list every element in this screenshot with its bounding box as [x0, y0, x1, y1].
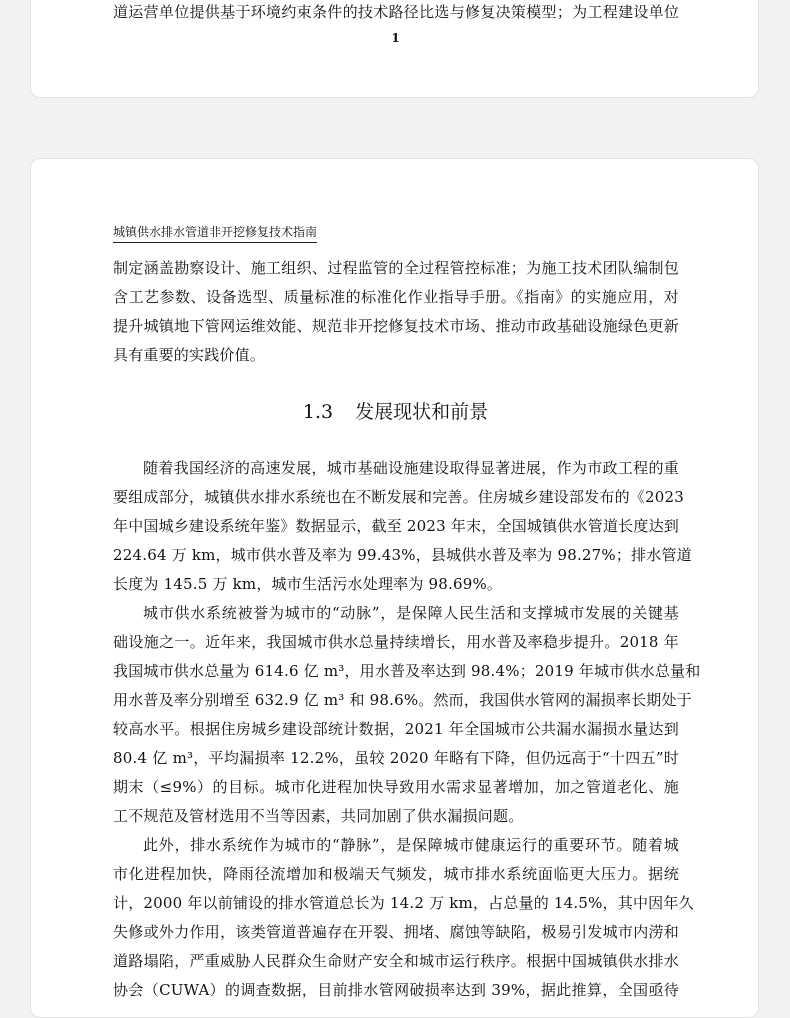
paragraph-line: 较高水平。根据住房城乡建设部统计数据，2021 年全国城市公共漏水漏损水量达到 — [113, 720, 679, 738]
paragraph-line: 年中国城乡建设系统年鉴》数据显示，截至 2023 年末，全国城镇供水管道长度达到 — [113, 517, 679, 535]
paragraph-line: 要组成部分，城镇供水排水系统也在不断发展和完善。住房城乡建设部发布的《2023 — [113, 488, 684, 506]
previous-page — [30, 0, 759, 98]
paragraph-line: 用水普及率分别增至 632.9 亿 m³ 和 98.6%。然而，我国供水管网的漏损率长期处于 — [113, 691, 692, 709]
paragraph-line: 工不规范及管材选用不当等因素，共同加剧了供水漏损问题。 — [113, 807, 524, 825]
paragraph-line: 80.4 亿 m³，平均漏损率 12.2%，虽较 2020 年略有下降，但仍远高于“十四五”时 — [113, 749, 679, 767]
paragraph-line: 我国城市供水总量为 614.6 亿 m³，用水普及率达到 98.4%；2019 年城市供水总量和 — [113, 662, 701, 680]
intro-paragraph — [113, 254, 679, 370]
paragraph-line: 期末（≤9%）的目标。城市化进程加快导致用水需求显著增加，加之管道老化、施 — [113, 778, 679, 796]
paragraph-line: 制定涵盖勘察设计、施工组织、过程监管的全过程管控标准；为施工技术团队编制包 — [113, 259, 679, 277]
paragraph-line: 础设施之一。近年来，我国城市供水总量持续增长，用水普及率稳步提升。2018 年 — [113, 633, 679, 651]
paragraph-line: 城市供水系统被誉为城市的“动脉”，是保障人民生活和支撑城市发展的关键基 — [143, 604, 679, 622]
paragraph-line: 此外，排水系统作为城市的“静脉”，是保障城市健康运行的重要环节。随着城 — [143, 836, 679, 854]
body-text — [113, 454, 701, 1005]
paragraph-line: 长度为 145.5 万 km，城市生活污水处理率为 98.69%。 — [113, 575, 503, 593]
paragraph-line: 道路塌陷，严重威胁人民群众生命财产安全和城市运行秩序。根据中国城镇供水排水 — [113, 952, 679, 970]
paragraph-line: 计，2000 年以前铺设的排水管道总长为 14.2 万 km，占总量的 14.5%，其中因年久 — [113, 894, 694, 912]
section-title: 发展现状和前景 — [355, 401, 489, 423]
previous-page-last-line: 道运营单位提供基于环境约束条件的技术路径比选与修复决策模型；为工程建设单位 — [113, 3, 679, 21]
paragraph-line: 具有重要的实践价值。 — [113, 346, 266, 364]
running-header: 城镇供水排水管道非开挖修复技术指南 — [113, 223, 317, 243]
section-heading — [31, 399, 760, 425]
paragraph-line: 含工艺参数、设备选型、质量标准的标准化作业指导手册。《指南》的实施应用，对 — [113, 288, 679, 306]
paragraph-line: 提升城镇地下管网运维效能、规范非开挖修复技术市场、推动市政基础设施绿色更新 — [113, 317, 679, 335]
page-number: 1 — [391, 31, 400, 45]
current-page — [30, 158, 759, 1018]
paragraph-line: 协会（CUWA）的调查数据，目前排水管网破损率达到 39%，据此推算，全国亟待 — [113, 981, 679, 999]
paragraph-line: 随着我国经济的高速发展，城市基础设施建设取得显著进展，作为市政工程的重 — [143, 459, 679, 477]
paragraph-line: 224.64 万 km，城市供水普及率为 99.43%，县城供水普及率为 98.27%；排水管道 — [113, 546, 692, 564]
section-number: 1.3 — [302, 401, 334, 423]
paragraph-line: 失修或外力作用，该类管道普遍存在开裂、拥堵、腐蚀等缺陷，极易引发城市内涝和 — [113, 923, 679, 941]
paragraph-line: 市化进程加快，降雨径流增加和极端天气频发，城市排水系统面临更大压力。据统 — [113, 865, 679, 883]
